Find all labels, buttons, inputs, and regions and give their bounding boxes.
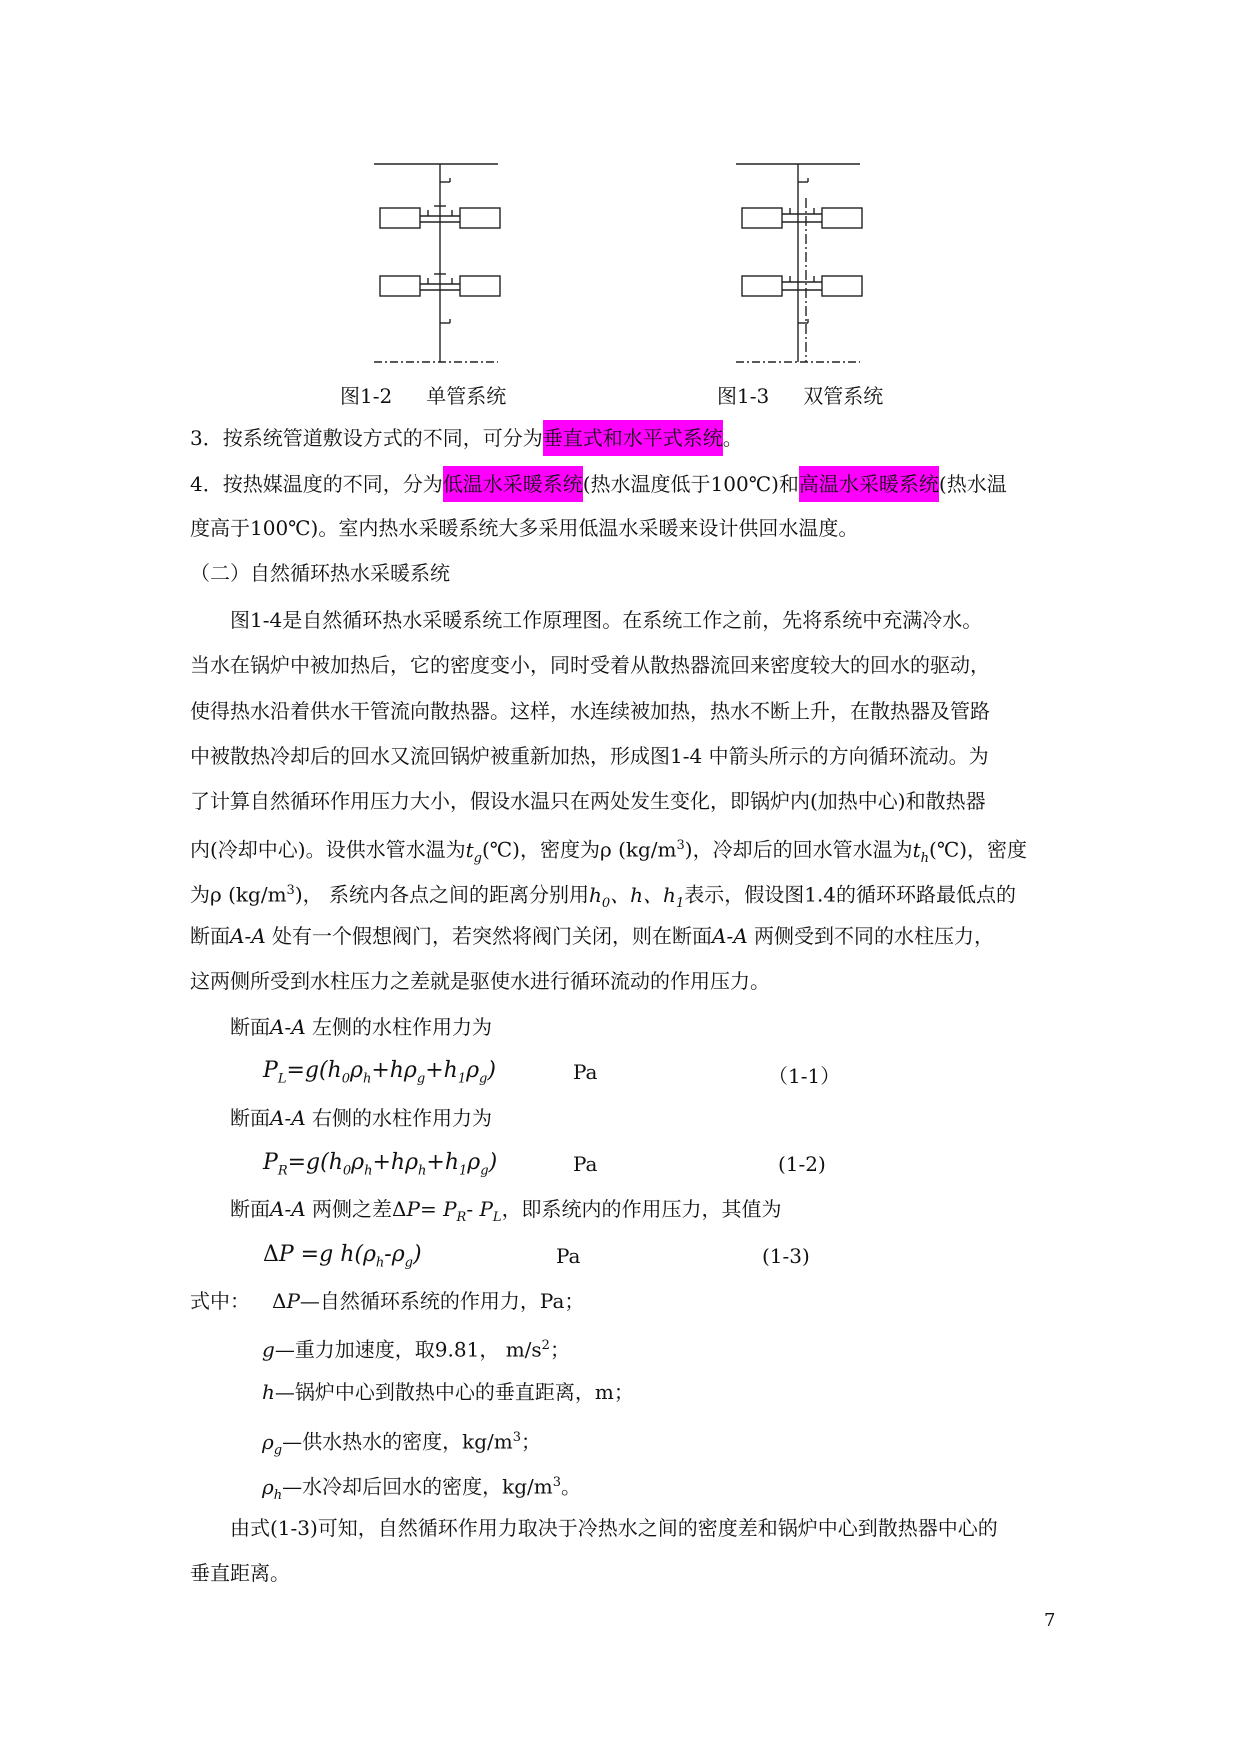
diff-section: A-A	[270, 1197, 306, 1221]
section-aa: A-A	[712, 924, 748, 948]
where-line-4	[262, 1424, 541, 1465]
sup-3: 3	[552, 1475, 562, 1490]
item-4-text-mid: (热水温度低于100℃)和	[582, 472, 799, 496]
difference-label	[230, 1195, 782, 1232]
highlight-high-temp-system: 高温水采暖系统	[799, 466, 939, 502]
symbol-p: P	[406, 1197, 420, 1221]
equation-1-1-number: （1-1）	[768, 1064, 841, 1088]
body-line-8-a: 断面	[190, 924, 230, 948]
where-line-2	[262, 1332, 570, 1364]
highlight-vertical-horizontal: 垂直式和水平式系统	[543, 420, 723, 456]
body-line-6-a: 内(冷却中心)。设供水管水温为	[190, 837, 466, 862]
item-3-paragraph	[190, 424, 743, 452]
item-3-end: 。	[722, 426, 743, 450]
diff-e: ，即系统内的作用压力，其值为	[501, 1197, 782, 1221]
symbol-delta-p: ΔP	[272, 1289, 300, 1313]
item-4-paragraph	[190, 470, 1007, 498]
body-line-7-a: 为ρ (kg/m	[190, 882, 287, 907]
symbol-tg: $t_g$	[465, 837, 482, 866]
equation-1-2-number: (1-2)	[778, 1152, 826, 1176]
where-line-3	[262, 1378, 634, 1406]
diff-b: 两侧之差Δ	[305, 1197, 407, 1221]
right-side-section: A-A	[270, 1106, 306, 1130]
left-side-b: 左侧的水柱作用力为	[305, 1015, 493, 1039]
left-side-label	[230, 1013, 492, 1041]
body-line-6-b: (℃)，密度为ρ (kg/m	[481, 837, 677, 862]
body-line-6-c: )，冷却后的回水管水温为	[684, 837, 913, 862]
page-number: 7	[1044, 1610, 1056, 1631]
symbol-h0-h-h1: $h_0$、h、$h_1$	[589, 882, 685, 911]
body-line-9: 这两侧所受到水柱压力之差就是驱使水进行循环流动的作用压力。	[190, 969, 770, 993]
body-line-7	[190, 877, 1016, 918]
body-line-2: 当水在锅炉中被加热后，它的密度变小，同时受着从散热器流回来密度较大的回水的驱动，	[190, 653, 990, 677]
section-aa: A-A	[230, 924, 266, 948]
body-line-3: 使得热水沿着供水干管流向散热器。这样，水连续被加热，热水不断上升，在散热器及管路	[190, 699, 990, 723]
equation-1-2: $P_R=g(h_0\rho_h+h\rho_h+h_1\rho_g)$	[263, 1150, 498, 1179]
where-d5-end: 。	[561, 1474, 582, 1499]
sup-2: 2	[541, 1338, 550, 1353]
body-line-8	[190, 922, 994, 950]
where-line-1	[190, 1287, 584, 1315]
diff-a: 断面	[230, 1197, 270, 1221]
symbol-g: g	[262, 1337, 275, 1362]
equation-1-3-unit: Pa	[556, 1244, 581, 1268]
symbol-rho-h: $\rho_h$	[262, 1474, 283, 1503]
equation-1-1-unit: Pa	[573, 1060, 598, 1084]
figure-1-3-caption	[717, 380, 883, 409]
figure-single-pipe-diagram	[370, 158, 510, 368]
body-line-5: 了计算自然循环作用压力大小，假设水温只在两处发生变化，即锅炉内(加热中心)和散热器	[190, 789, 986, 813]
item-4-text-end: (热水温	[938, 472, 1007, 496]
equation-1-3: ΔP =g $h(\rho_h-\rho_g)$	[263, 1242, 422, 1271]
highlight-low-temp-system: 低温水采暖系统	[443, 466, 583, 502]
body-line-1: 图1-4是自然循环热水采暖系统工作原理图。在系统工作之前，先将系统中充满冷水。	[230, 608, 983, 632]
sup-3: 3	[286, 883, 295, 898]
equation-1-2-unit: Pa	[573, 1152, 598, 1176]
body-line-6-d: (℃)，密度	[929, 837, 1028, 862]
where-d3: —锅炉中心到散热中心的垂直距离，m；	[274, 1380, 634, 1404]
symbol-pr: $P_R$	[443, 1197, 467, 1225]
where-line-5	[262, 1469, 581, 1510]
sup-3: 3	[676, 838, 685, 853]
body-line-6	[190, 832, 1027, 873]
item-4-line2: 度高于100℃)。室内热水采暖系统大多采用低温水采暖来设计供回水温度。	[190, 516, 859, 540]
item-4-text: 4．按热媒温度的不同，分为	[190, 472, 443, 496]
where-d1: —自然循环系统的作用力，Pa；	[299, 1289, 585, 1313]
figure-1-3-title: 双管系统	[803, 384, 884, 408]
right-side-label	[230, 1104, 492, 1132]
right-side-b: 右侧的水柱作用力为	[305, 1106, 493, 1130]
semicolon: ；	[549, 1337, 570, 1362]
sup-3: 3	[512, 1430, 521, 1445]
where-d5: —水冷却后回水的密度，kg/m	[282, 1474, 553, 1499]
left-side-section: A-A	[270, 1015, 306, 1039]
diff-d: -	[466, 1197, 480, 1221]
figure-1-3-number: 图1-3	[717, 384, 770, 408]
equation-1-1: $P_L=g(h_0\rho_h+h\rho_g+h_1\rho_g)$	[263, 1058, 496, 1087]
body-line-8-b: 处有一个假想阀门，若突然将阀门关闭，则在断面	[265, 924, 713, 948]
left-side-a: 断面	[230, 1015, 270, 1039]
right-side-a: 断面	[230, 1106, 270, 1130]
symbol-pl: $P_L$	[479, 1197, 502, 1225]
figure-1-2-number: 图1-2	[340, 384, 393, 408]
figure-1-2-title: 单管系统	[426, 384, 507, 408]
symbol-h: h	[262, 1380, 275, 1404]
where-d2: —重力加速度，取9.81， m/s	[274, 1337, 542, 1362]
conclusion-line-2: 垂直距离。	[190, 1561, 290, 1585]
symbol-th: $t_h$	[912, 837, 930, 866]
body-line-8-c: 两侧受到不同的水柱压力，	[747, 924, 995, 948]
equation-1-3-number: (1-3)	[762, 1244, 810, 1268]
body-line-7-b: )， 系统内各点之间的距离分别用	[294, 882, 589, 907]
body-line-7-c: 表示，假设图1.4的循环环路最低点的	[684, 882, 1017, 907]
item-3-text: 3．按系统管道敷设方式的不同，可分为	[190, 426, 543, 450]
section-heading: （二）自然循环热水采暖系统	[190, 561, 450, 585]
conclusion-line-1: 由式(1-3)可知，自然循环作用力取决于冷热水之间的密度差和锅炉中心到散热器中心的	[230, 1516, 998, 1540]
where-d4-end: ；	[521, 1429, 541, 1454]
where-prefix: 式中：	[190, 1289, 250, 1313]
diff-c: =	[419, 1197, 444, 1221]
figure-double-pipe-diagram	[732, 158, 872, 368]
figure-1-2-caption	[340, 380, 506, 409]
symbol-rho-g: $\rho_g$	[262, 1429, 283, 1458]
where-d4: —供水热水的密度，kg/m	[282, 1429, 513, 1454]
body-line-4: 中被散热冷却后的回水又流回锅炉被重新加热，形成图1-4 中箭头所示的方向循环流动。为	[190, 744, 989, 768]
